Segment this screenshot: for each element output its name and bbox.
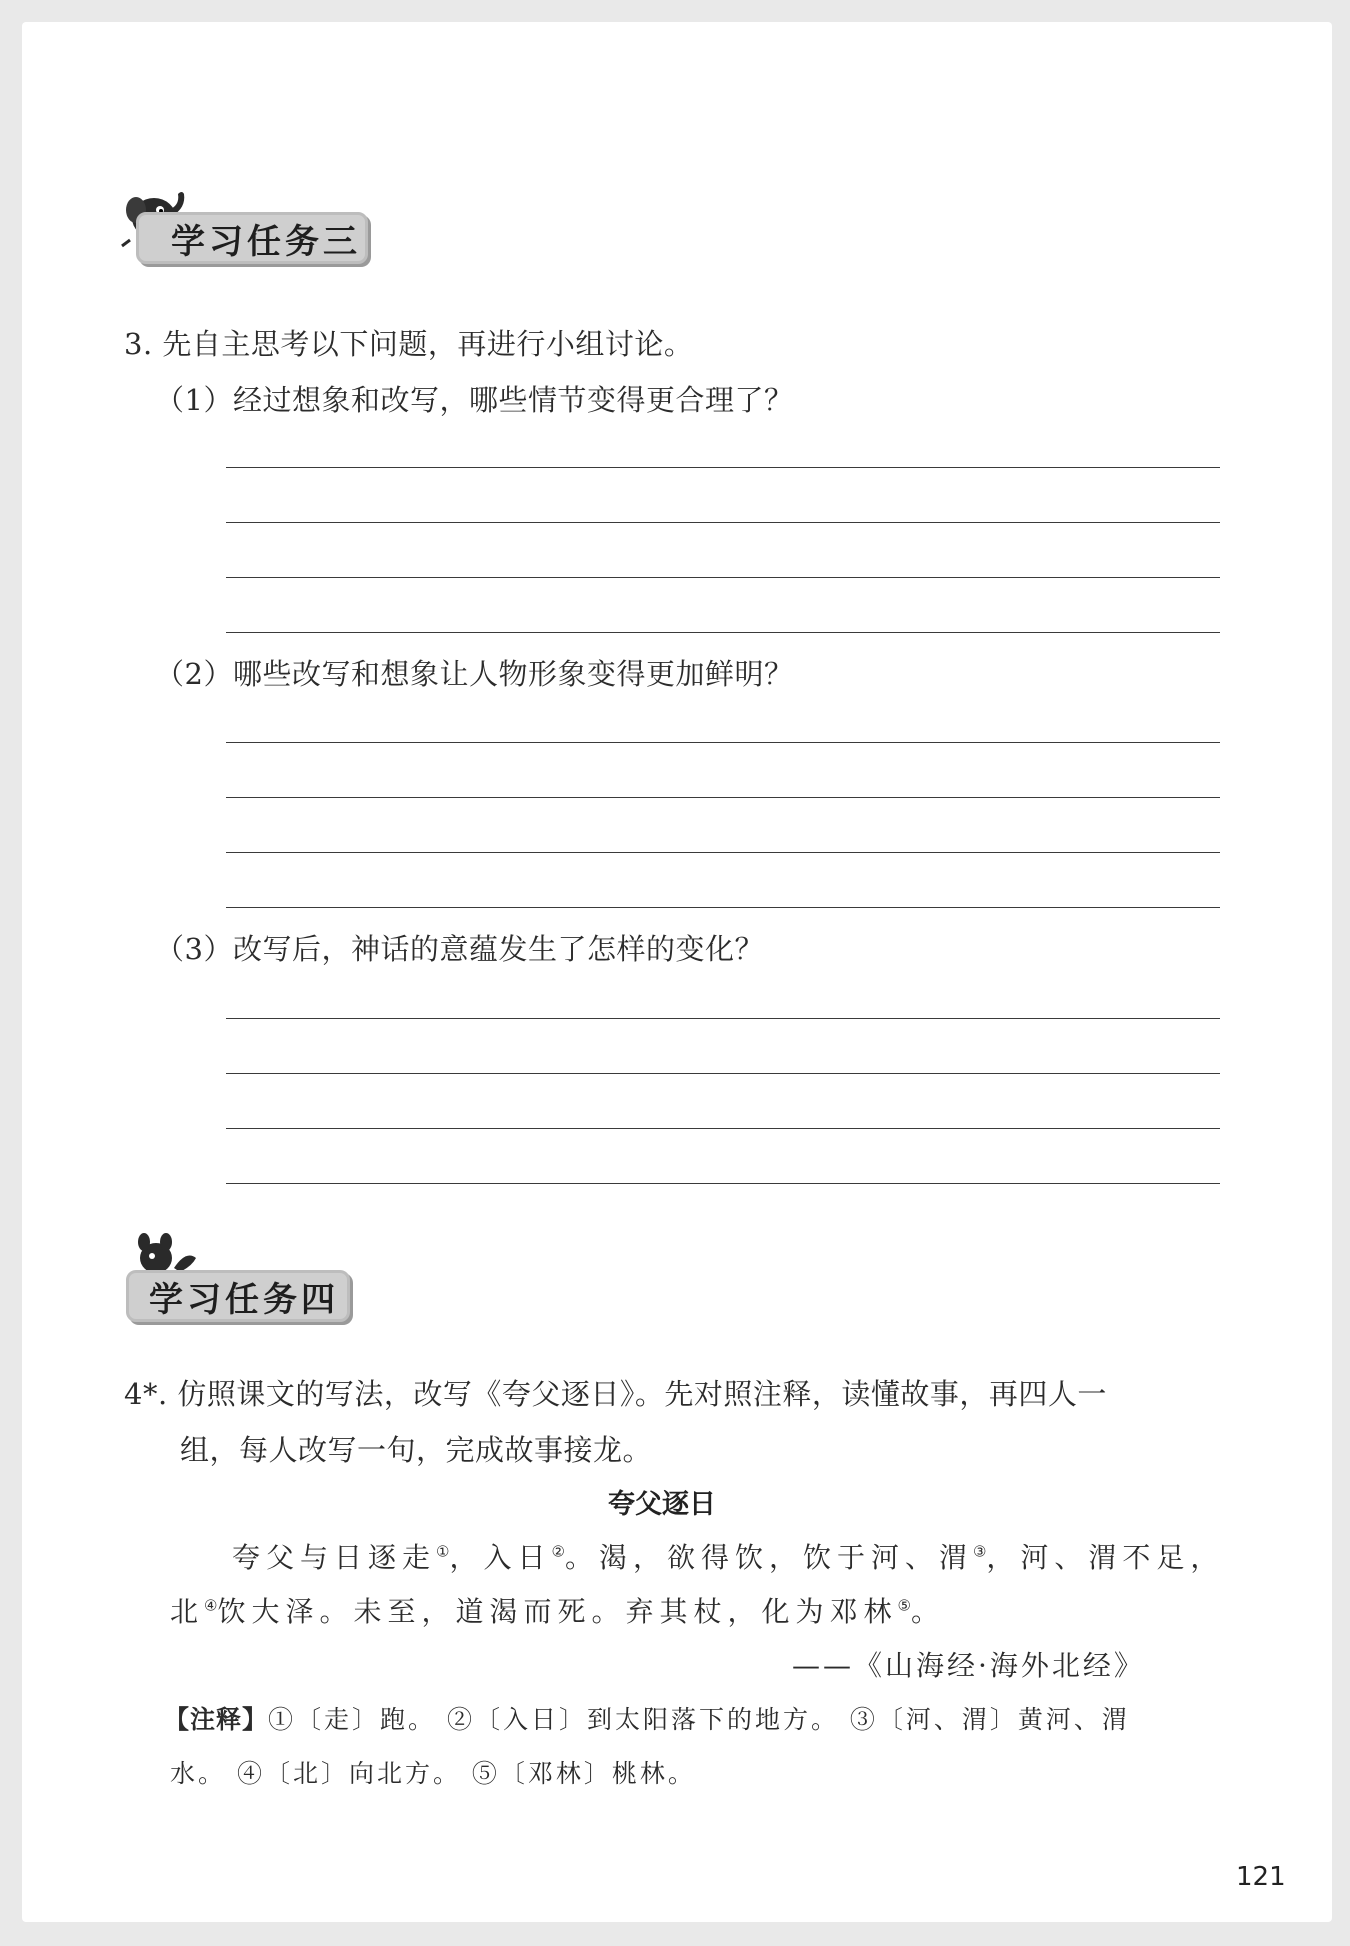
task3-sub1: （1）经过想象和改写，哪些情节变得更合理了？ bbox=[155, 383, 794, 417]
task4-question-line2: 组，每人改写一句，完成故事接龙。 bbox=[180, 1433, 653, 1467]
notes-label: 【注释】 bbox=[164, 1705, 269, 1734]
text-segment: 。 bbox=[910, 1595, 945, 1628]
answer-line[interactable] bbox=[226, 1073, 1220, 1074]
notes-line1 bbox=[164, 1700, 1130, 1736]
text-segment: 。渴，欲得饮，饮于河、渭 bbox=[564, 1541, 973, 1574]
text-segment: 北 bbox=[170, 1595, 205, 1628]
answer-line[interactable] bbox=[226, 1018, 1220, 1019]
footnote-mark: ⑤ bbox=[897, 1596, 911, 1615]
answer-line[interactable] bbox=[226, 797, 1220, 798]
task4-badge bbox=[126, 1270, 350, 1322]
task3-sub2: （2）哪些改写和想象让人物形象变得更加鲜明？ bbox=[155, 657, 794, 691]
task3-badge-label: 学习任务三 bbox=[171, 221, 361, 262]
task4-question-line1: 4*. 仿照课文的写法，改写《夸父逐日》。先对照注释，读懂故事，再四人一 bbox=[124, 1377, 1107, 1411]
answer-line[interactable] bbox=[226, 632, 1220, 633]
answer-line[interactable] bbox=[226, 1183, 1220, 1184]
answer-line[interactable] bbox=[226, 1128, 1220, 1129]
story-title: 夸父逐日 bbox=[608, 1489, 716, 1520]
footnote-mark: ② bbox=[551, 1542, 565, 1561]
page-number: 121 bbox=[1236, 1862, 1286, 1892]
text-segment: 饮大泽。未至，道渴而死。弃其杖，化为邓林 bbox=[217, 1595, 898, 1628]
footnote-mark: ① bbox=[436, 1542, 450, 1561]
answer-line[interactable] bbox=[226, 852, 1220, 853]
task3-badge bbox=[136, 212, 368, 264]
text-segment: ，入日 bbox=[449, 1541, 552, 1574]
task4-badge-label: 学习任务四 bbox=[149, 1279, 339, 1320]
answer-line[interactable] bbox=[226, 467, 1220, 468]
monkey-mascot-icon bbox=[134, 1228, 204, 1276]
answer-line[interactable] bbox=[226, 742, 1220, 743]
task3-sub3: （3）改写后，神话的意蕴发生了怎样的变化？ bbox=[155, 932, 764, 966]
notes-text: ①〔走〕跑。 ②〔入日〕到太阳落下的地方。 ③〔河、渭〕黄河、渭 bbox=[268, 1705, 1130, 1734]
answer-line[interactable] bbox=[226, 577, 1220, 578]
classical-text-line2 bbox=[170, 1590, 945, 1630]
task3-question: 3. 先自主思考以下问题，再进行小组讨论。 bbox=[124, 327, 694, 361]
classical-text-line1 bbox=[232, 1536, 1224, 1576]
answer-line[interactable] bbox=[226, 522, 1220, 523]
footnote-mark: ③ bbox=[972, 1542, 987, 1561]
source-citation: ——《山海经·海外北经》 bbox=[792, 1649, 1145, 1682]
workbook-page bbox=[22, 22, 1332, 1922]
text-segment: ，河、渭不足， bbox=[986, 1541, 1225, 1574]
answer-line[interactable] bbox=[226, 907, 1220, 908]
notes-line2: 水。 ④〔北〕向北方。 ⑤〔邓林〕桃林。 bbox=[170, 1759, 696, 1788]
footnote-mark: ④ bbox=[204, 1596, 218, 1615]
text-segment: 夸父与日逐走 bbox=[232, 1541, 437, 1574]
